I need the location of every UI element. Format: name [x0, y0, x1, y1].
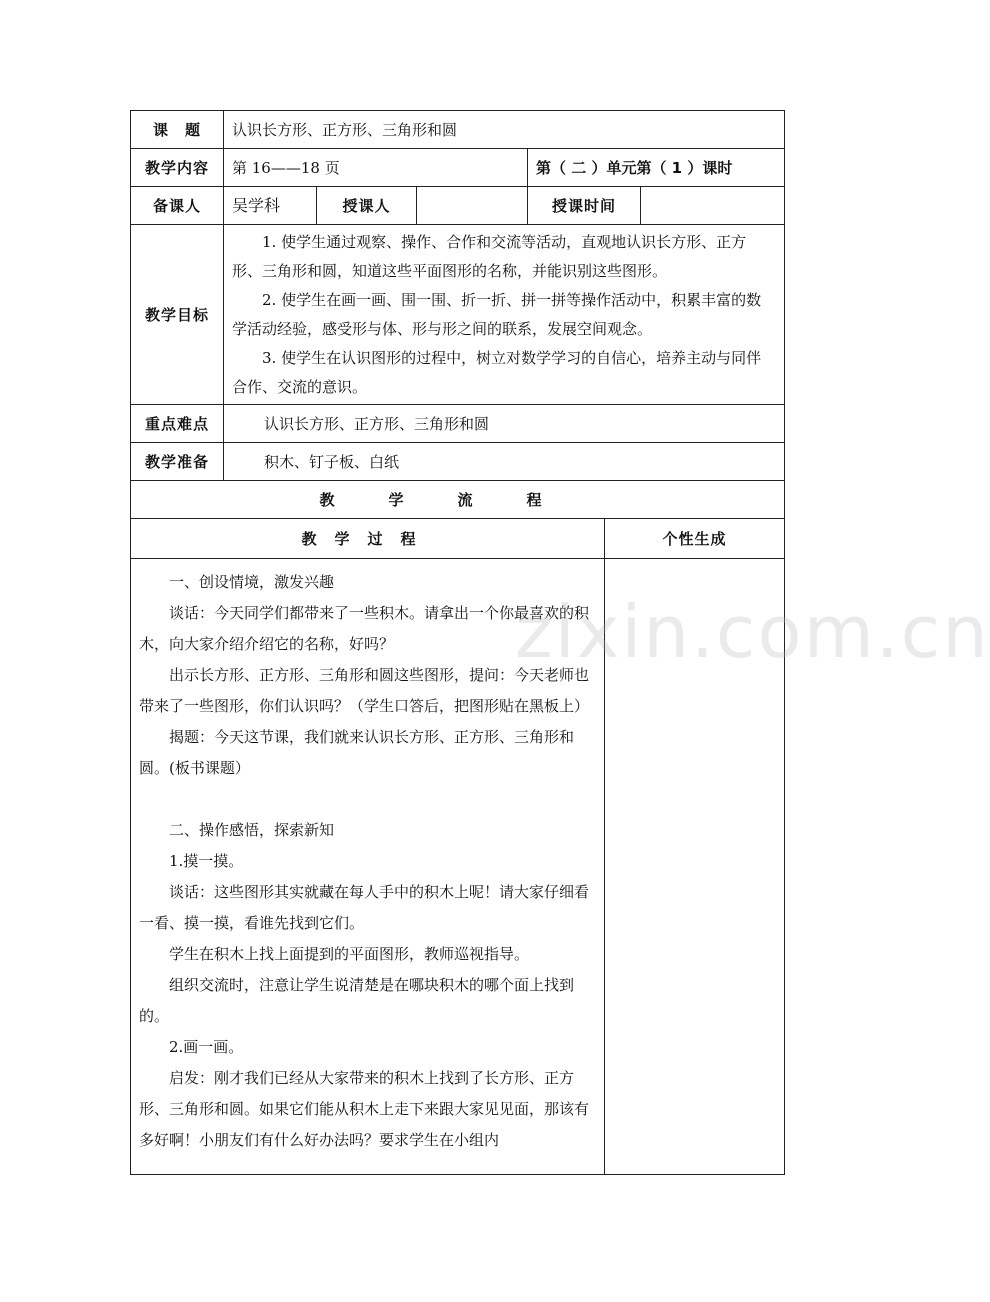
row-process-header [131, 519, 785, 559]
process-paragraph: 2.画一画。 [169, 1038, 244, 1056]
process-paragraph: 出示长方形、正方形、三角形和圆这些图形，提问：今天老师也带来了一些图形，你们认识吗？（学生口答后，把图形贴在黑板上） [139, 666, 590, 715]
process-paragraph: 一、创设情境，激发兴趣 [169, 573, 335, 591]
time-value [641, 187, 785, 225]
preparer-label: 备课人 [131, 187, 224, 225]
process-paragraph: 启发：刚才我们已经从大家带来的积木上找到了长方形、正方形、三角形和圆。如果它们能从积木上走下来跟大家见见面，那该有多好啊！小朋友们有什么好办法吗？要求学生在小组内 [139, 1069, 590, 1149]
materials-label: 教学准备 [131, 443, 224, 481]
row-topic [131, 111, 785, 149]
topic-value: 认识长方形、正方形、三角形和圆 [224, 111, 785, 149]
goal-item: 1. 使学生通过观察、操作、合作和交流等活动，直观地认识长方形、正方形、三角形和圆，知道这些平面图形的名称，并能识别这些图形。 [232, 232, 747, 280]
personal-header: 个性生成 [605, 519, 785, 559]
watermark: zixin.com.cn [515, 590, 990, 674]
teacher-value [417, 187, 528, 225]
goals-content [224, 225, 785, 405]
goal-item: 2. 使学生在画一画、围一围、折一折、拼一拼等操作活动中，积累丰富的数学活动经验，感受形与体、形与形之间的联系，发展空间观念。 [232, 290, 762, 338]
process-spacer [139, 784, 596, 815]
teacher-label: 授课人 [317, 187, 417, 225]
process-paragraph: 二、操作感悟，探索新知 [169, 821, 335, 839]
time-label: 授课时间 [528, 187, 641, 225]
materials-value: 积木、钉子板、白纸 [224, 443, 785, 481]
goal-item: 3. 使学生在认识图形的过程中，树立对数学学习的自信心，培养主动与同伴合作、交流的意识。 [232, 348, 762, 396]
key-points-label: 重点难点 [131, 405, 224, 443]
row-goals [131, 225, 785, 405]
row-materials [131, 443, 785, 481]
unit-lesson: 第（ 二 ）单元第（ 1 ）课时 [528, 149, 785, 187]
process-paragraph: 学生在积木上找上面提到的平面图形，教师巡视指导。 [169, 945, 530, 963]
content-label: 教学内容 [131, 149, 224, 187]
flow-title: 教学流程 [131, 481, 785, 519]
content-pages: 第 16——18 页 [224, 149, 528, 187]
row-key-points [131, 405, 785, 443]
key-points-value: 认识长方形、正方形、三角形和圆 [224, 405, 785, 443]
process-paragraph: 1.摸一摸。 [169, 852, 244, 870]
process-paragraph: 谈话：今天同学们都带来了一些积木。请拿出一个你最喜欢的积木，向大家介绍介绍它的名称，好吗？ [139, 604, 590, 653]
process-header: 教学过程 [131, 519, 605, 559]
preparer-value: 吴学科 [224, 187, 317, 225]
topic-label: 课 题 [131, 111, 224, 149]
row-flow-title [131, 481, 785, 519]
process-paragraph: 揭题：今天这节课，我们就来认识长方形、正方形、三角形和圆。(板书课题） [139, 728, 575, 777]
row-content [131, 149, 785, 187]
goals-label: 教学目标 [131, 225, 224, 405]
process-paragraph: 谈话：这些图形其实就藏在每人手中的积木上呢！请大家仔细看一看、摸一摸，看谁先找到它们。 [139, 883, 590, 932]
row-prep [131, 187, 785, 225]
process-paragraph: 组织交流时，注意让学生说清楚是在哪块积木的哪个面上找到的。 [139, 976, 575, 1025]
